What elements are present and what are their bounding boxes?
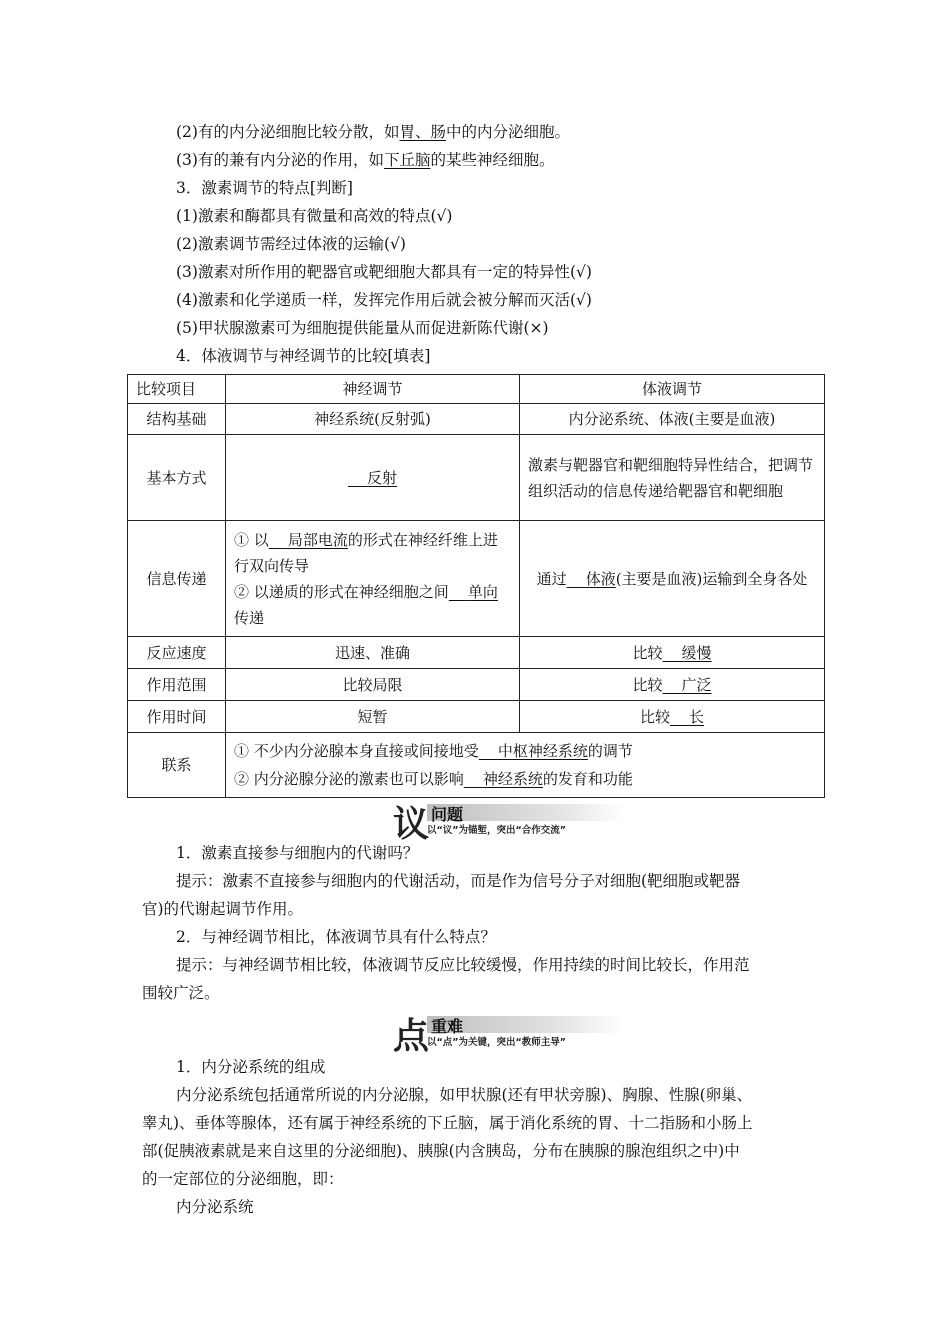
table-row: [128, 701, 825, 733]
question-text: 2．与神经调节相比，体液调节具有什么特点？: [176, 928, 496, 946]
text-line: (3)有的兼有内分泌的作用，如下丘脑的某些神经细胞。: [176, 151, 555, 169]
table-cell: 信息传递: [128, 521, 226, 637]
judgment-item: (5)甲状腺激素可为细胞提供能量从而促进新陈代谢(×): [176, 319, 549, 337]
section-heading: 4．体液调节与神经调节的比较[填表]: [176, 347, 431, 365]
banner-title: 问题: [431, 805, 464, 824]
table-cell: ① 不少内分泌腺本身直接或间接地受 中枢神经系统的调节 ② 内分泌腺分泌的激素也可以影响 神经系统的发育和功能: [226, 733, 825, 798]
table-cell: 作用范围: [128, 669, 226, 701]
table-cell: 联系: [128, 733, 226, 798]
table-row: [128, 521, 825, 637]
table-cell: 比较 广泛: [520, 669, 825, 701]
underlined-answer: 中枢神经系统: [497, 742, 588, 760]
judgment-item: (1)激素和酶都具有微量和高效的特点(√): [176, 207, 453, 225]
table-cell: [226, 435, 520, 521]
table-cell: 比较 长: [520, 701, 825, 733]
table-cell: 短暂: [226, 701, 520, 733]
underlined-answer: 广泛: [681, 675, 712, 694]
judgment-item: (4)激素和化学递质一样，发挥完作用后就会被分解而灭活(√): [176, 291, 592, 309]
table-row: [128, 669, 825, 701]
judgment-item: (3)激素对所作用的靶器官或靶细胞大都具有一定的特异性(√): [176, 263, 592, 281]
underlined-answer: 神经系统: [482, 770, 543, 788]
banner-subtitle: 以“点”为关键，突出“教师主导”: [427, 1037, 566, 1048]
table-cell: 迅速、准确: [226, 637, 520, 669]
answer-text: 提示：与神经调节相比较，体液调节反应比较缓慢，作用持续的时间比较长，作用范: [176, 956, 750, 974]
underlined-answer: 缓慢: [681, 643, 712, 662]
table-header-cell: 体液调节: [520, 375, 825, 404]
answer-text: 围较广泛。: [142, 984, 220, 1002]
table-cell: 基本方式: [128, 435, 226, 521]
table-cell: 作用时间: [128, 701, 226, 733]
table-cell: 激素与靶器官和靶细胞特异性结合，把调节组织活动的信息传递给靶器官和靶细胞: [520, 435, 825, 521]
paragraph-line: 睾丸)、垂体等腺体，还有属于神经系统的下丘脑，属于消化系统的胃、十二指肠和小肠上: [142, 1114, 753, 1132]
banner-glyph: 议: [393, 804, 430, 845]
table-cell: ① 以 局部电流的形式在神经纤维上进行双向传导 ② 以递质的形式在神经细胞之间 单向传递: [226, 521, 520, 637]
answer-text: 官)的代谢起调节作用。: [142, 900, 304, 918]
table-header-cell: 比较项目: [128, 375, 226, 404]
section-banner-discuss: [393, 800, 633, 845]
banner-title: 重难: [431, 1017, 464, 1036]
underlined-answer: 胃、肠: [399, 123, 446, 141]
paragraph-line: 部(促胰液素就是来自这里的分泌细胞)、胰腺(内含胰岛，分布在胰腺的腺泡组织之中)中: [142, 1142, 740, 1160]
underlined-answer: 单向: [467, 582, 498, 601]
question-text: 1．激素直接参与细胞内的代谢吗？: [176, 844, 419, 862]
table-cell: 神经系统(反射弧): [226, 404, 520, 435]
paragraph-line: 内分泌系统: [176, 1198, 254, 1216]
table-row: [128, 733, 825, 798]
table-header-row: [128, 375, 825, 404]
table-cell: 通过 体液(主要是血液)运输到全身各处: [520, 521, 825, 637]
table-header-cell: 神经调节: [226, 375, 520, 404]
text-line: (2)有的内分泌细胞比较分散，如胃、肠中的内分泌细胞。: [176, 123, 570, 141]
underlined-answer: 反射: [367, 468, 398, 487]
paragraph-line: 的一定部位的分泌细胞，即：: [142, 1170, 344, 1188]
section-heading: 1．内分泌系统的组成: [176, 1058, 326, 1076]
underlined-answer: 局部电流: [287, 530, 348, 549]
underlined-answer: 下丘脑: [383, 151, 431, 169]
comparison-table: [127, 374, 825, 798]
judgment-item: (2)激素调节需经过体液的运输(√): [176, 235, 406, 253]
table-cell: 比较局限: [226, 669, 520, 701]
underlined-answer: 体液: [585, 569, 616, 588]
banner-subtitle: 以“议”为锚堑，突出“合作交流”: [427, 825, 566, 836]
banner-glyph: 点: [393, 1016, 430, 1057]
table-cell: 结构基础: [128, 404, 226, 435]
table-row: [128, 637, 825, 669]
table-cell: 内分泌系统、体液(主要是血液): [520, 404, 825, 435]
table-row: [128, 435, 825, 521]
table-row: [128, 404, 825, 435]
underlined-answer: 长: [689, 707, 705, 726]
section-heading: 3．激素调节的特点[判断]: [176, 179, 353, 197]
table-cell: 反应速度: [128, 637, 226, 669]
table-cell: 比较 缓慢: [520, 637, 825, 669]
answer-text: 提示：激素不直接参与细胞内的代谢活动，而是作为信号分子对细胞(靶细胞或靶器: [176, 872, 741, 890]
paragraph-line: 内分泌系统包括通常所说的内分泌腺，如甲状腺(还有甲状旁腺)、胸腺、性腺(卵巢、: [176, 1086, 753, 1104]
section-banner-key-points: [393, 1012, 633, 1057]
